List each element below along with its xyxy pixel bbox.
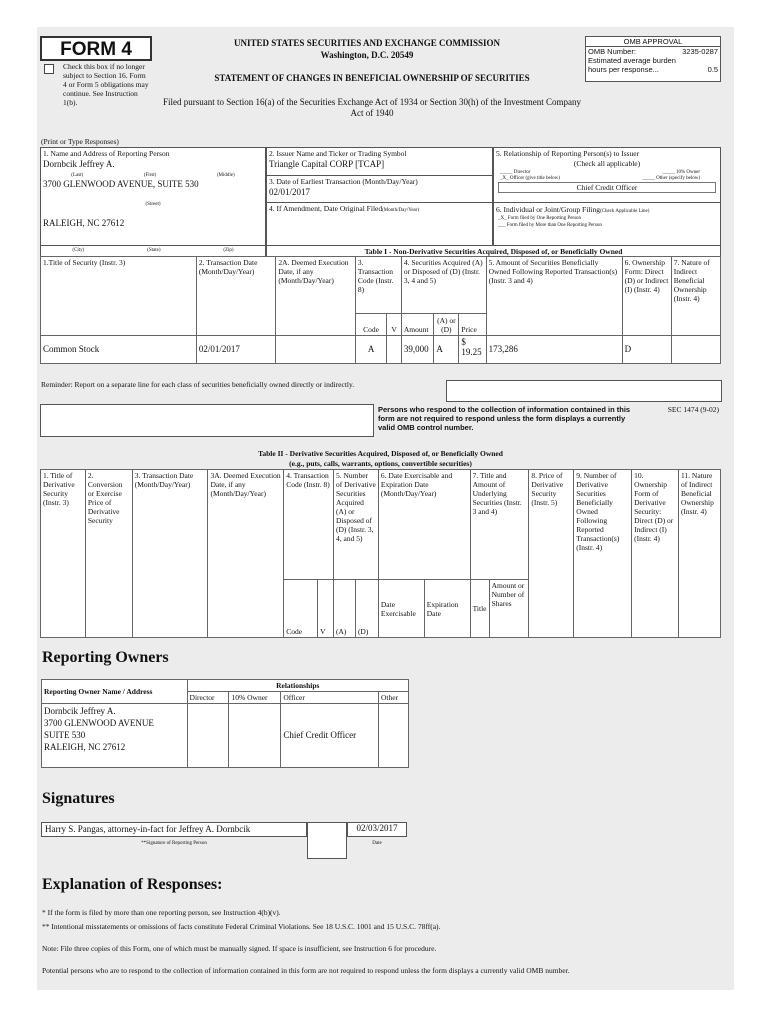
owners-table	[41, 679, 409, 768]
t1-h5: 5. Amount of Securities Beneficially Owned Following Reported Transaction(s) (Instr. 3 and 4)	[486, 257, 622, 336]
street-address: 3700 GLENWOOD AVENUE, SUITE 530	[43, 179, 199, 189]
t2-h10: 10. Ownership Form of Derivative Security: Direct (D) or Indirect (I) (Instr. 4)	[632, 470, 679, 638]
t1-row-nature	[671, 336, 720, 364]
table2-title: Table II - Derivative Securities Acquired, Disposed of, or Beneficially Owned	[258, 449, 503, 458]
check-box[interactable]	[44, 64, 54, 74]
owners-relationships: Relationships	[187, 680, 408, 692]
t2-h1: 1. Title of Derivative Security (Instr. 3)	[41, 470, 86, 638]
state-label: (State)	[147, 248, 161, 253]
owner-line1: Dornbcik Jeffrey A.	[44, 706, 116, 716]
omb-number-label: OMB Number:	[588, 47, 636, 56]
t1-h1: 1.Title of Security (Instr. 3)	[41, 257, 197, 336]
issuer-label: 2. Issuer Name and Ticker or Trading Symbol	[269, 149, 407, 158]
filing-sub: (Check Applicable Line)	[599, 209, 650, 214]
signature-date-box: 02/03/2017	[347, 822, 407, 837]
amendment-sub: (Month/Day/Year)	[382, 208, 420, 213]
explanation-heading: Explanation of Responses:	[42, 876, 223, 893]
amendment-box	[266, 202, 493, 246]
filing-more: ___ Form filed by More than One Reporting Person	[498, 223, 602, 228]
relationship-director: _____ Director	[500, 170, 531, 175]
t2-h8: 8. Price of Derivative Security (Instr. 5)	[529, 470, 574, 638]
t1-row-owned: 173,286	[486, 336, 622, 364]
t2-code: Code	[284, 580, 318, 638]
relationship-officer: _X_ Officer (give title below)	[500, 176, 560, 181]
explanation-note1: * If the form is filed by more than one reporting person, see Instruction 4(b)(v).	[42, 908, 281, 917]
t1-row-v	[387, 336, 402, 364]
t1-amount: Amount	[401, 314, 433, 336]
t2-h4: 4. Transaction Code (Instr. 8)	[284, 470, 334, 580]
city-state-zip: RALEIGH, NC 27612	[43, 218, 125, 228]
omb-burden: Estimated average burden	[588, 56, 676, 65]
t1-h6: 6. Ownership Form: Direct (D) or Indirect (I) (Instr. 4)	[622, 257, 671, 336]
t1-price-value: 19.25	[461, 347, 482, 357]
t1-security: Common Stock	[41, 336, 197, 364]
t2-h11: 11. Nature of Indirect Beneficial Ownership (Instr. 4)	[678, 470, 720, 638]
issuer-box	[266, 147, 493, 176]
name-labels	[41, 170, 265, 179]
t2-date-ex: Date Exercisable	[378, 580, 424, 638]
t1-row-code: A	[355, 336, 386, 364]
sec-number: SEC 1474 (9-02)	[667, 405, 719, 414]
owner-line3: SUITE 530	[44, 730, 86, 740]
table-row	[42, 704, 409, 768]
table1	[40, 256, 721, 364]
relationship-label: 5. Relationship of Reporting Person(s) to Issuer	[496, 149, 640, 158]
owners-other: Other	[379, 692, 409, 704]
t1-row-form: D	[622, 336, 671, 364]
t1-row-aord: A	[434, 336, 459, 364]
check-box-label: Check this box if no longer subject to Section 16. Form 4 or Form 5 obligations may continue. See Instruction 1(b).	[63, 62, 149, 107]
t2-h3a: 3A. Deemed Execution Date, if any (Month/Day/Year)	[208, 470, 284, 638]
amendment-label	[267, 203, 492, 215]
t2-h5: 5. Number of Derivative Securities Acquired (A) or Disposed of (D) (Instr. 3, 4, and 5)	[334, 470, 379, 580]
t2-title: Title	[470, 580, 489, 638]
t1-v: V	[387, 314, 402, 336]
owners-director: Director	[187, 692, 229, 704]
t2-a: (A)	[334, 580, 356, 638]
earliest-date-label: 3. Date of Earliest Transaction (Month/Day/Year)	[269, 177, 418, 186]
t2-h7: 7. Title and Amount of Underlying Securities (Instr. 3 and 4)	[470, 470, 529, 580]
t2-h2: 2. Conversion or Exercise Price of Derivative Security	[85, 470, 132, 638]
middle-label: (Middle)	[216, 173, 235, 178]
omb-hours-value: 0.5	[707, 65, 718, 74]
t1-price-sign: $	[461, 337, 466, 347]
amendment-label-text: 4. If Amendment, Date Original Filed	[269, 204, 383, 213]
explanation-note4: Potential persons who are to respond to the collection of information contained in this form are not required to respond unless the form displays a currently valid OMB number.	[42, 966, 570, 975]
reporting-owners-heading: Reporting Owners	[42, 649, 169, 666]
officer-title: Chief Credit Officer	[498, 182, 716, 193]
t1-h3: 3. Transaction Code (Instr. 8)	[355, 257, 401, 314]
t1-h7: 7. Nature of Indirect Beneficial Ownership (Instr. 4)	[671, 257, 720, 336]
t1-code: Code	[355, 314, 386, 336]
signatures-heading: Signatures	[42, 790, 115, 807]
owner-10pct-cell	[229, 704, 281, 768]
owner-line2: 3700 GLENWOOD AVENUE	[44, 718, 154, 728]
explanation-note2: ** Intentional misstatements or omissions of facts constitute Federal Criminal Violations. See 18 U.S.C. 1001 and 15 U.S.C. 78ff(a).	[42, 922, 441, 931]
table1-title: Table I - Non-Derivative Securities Acquired, Disposed of, or Beneficially Owned	[266, 245, 721, 257]
earliest-date-value: 02/01/2017	[269, 187, 311, 197]
omb-number-value: 3235-0287	[682, 47, 718, 56]
omb-approval-box	[585, 36, 721, 82]
omb-number-row	[586, 47, 720, 56]
print-type-note: (Print or Type Responses)	[41, 137, 119, 146]
filed-pursuant: Filed pursuant to Section 16(a) of the Securities Exchange Act of 1934 or Section 30(h) of the Investment Company Act of 1940	[163, 97, 581, 118]
reporting-person-label: 1. Name and Address of Reporting Person	[43, 149, 170, 158]
filing-one: _X_ Form filed by One Reporting Person	[498, 216, 582, 221]
form-title: FORM 4	[40, 36, 152, 61]
zip-label: (Zip)	[223, 248, 234, 253]
agency-title: UNITED STATES SECURITIES AND EXCHANGE COMMISSION	[234, 38, 500, 48]
signer-box: Harry S. Pangas, attorney-in-fact for Jeffrey A. Dornbcik	[41, 822, 307, 837]
relationship-sub: (Check all applicable)	[573, 159, 641, 168]
reporting-person-name: Dornbcik Jeffrey A.	[43, 159, 115, 169]
t1-aord: (A) or (D)	[434, 314, 459, 336]
signature-spacer-box	[307, 822, 347, 859]
reporting-person-box	[40, 147, 266, 246]
street-label: (Street)	[145, 202, 161, 207]
owner-other-cell	[379, 704, 409, 768]
agency-location: Washington, D.C. 20549	[320, 50, 414, 60]
table2	[40, 469, 721, 638]
filing-label	[494, 203, 720, 215]
relationship-other: _____ Other (specify below)	[642, 176, 700, 181]
t1-h4: 4. Securities Acquired (A) or Disposed of (D) (Instr. 3, 4 and 5)	[401, 257, 486, 314]
signature-label: **Signature of Reporting Person	[141, 841, 207, 846]
owners-10pct: 10% Owner	[229, 692, 281, 704]
explanation-note3: Note: File three copies of this Form, one of which must be manually signed. If space is insufficient, see Instruction 6 for procedure.	[42, 944, 437, 953]
t2-exp: Expiration Date	[424, 580, 470, 638]
t1-h2: 2. Transaction Date (Month/Day/Year)	[196, 257, 276, 336]
table2-subtitle: (e.g., puts, calls, warrants, options, convertible securities)	[289, 459, 472, 468]
issuer-value: Triangle Capital CORP [TCAP]	[269, 159, 385, 169]
reminder: Reminder: Report on a separate line for each class of securities beneficially owned directly or indirectly.	[41, 380, 355, 389]
owners-officer: Officer	[281, 692, 379, 704]
filing-label-text: 6. Individual or Joint/Group Filing	[496, 205, 600, 214]
t2-d: (D)	[355, 580, 378, 638]
t1-price: Price	[459, 314, 486, 336]
table-row	[41, 336, 721, 364]
t2-h6: 6. Date Exercisable and Expiration Date (Month/Day/Year)	[378, 470, 470, 580]
omb-hours-row	[586, 65, 720, 74]
relationship-box	[493, 147, 721, 203]
owner-address	[42, 704, 188, 768]
owner-director-cell	[187, 704, 229, 768]
omb-hours-label: hours per response...	[588, 65, 659, 74]
omb-title: OMB APPROVAL	[586, 37, 720, 47]
statement-title: STATEMENT OF CHANGES IN BENEFICIAL OWNERSHIP OF SECURITIES	[214, 73, 530, 83]
signature-date-label: Date	[372, 841, 382, 846]
t2-h3: 3. Transaction Date (Month/Day/Year)	[132, 470, 208, 638]
t1-date: 02/01/2017	[196, 336, 276, 364]
form-page	[37, 27, 734, 990]
owner-officer-cell: Chief Credit Officer	[281, 704, 379, 768]
persons-notice: Persons who respond to the collection of information contained in this form are not required to respond unless the form displays a currently valid OMB control number.	[378, 405, 631, 432]
last-label: (Last)	[71, 173, 84, 178]
t1-row-price	[459, 336, 486, 364]
t2-v: V	[318, 580, 334, 638]
relationship-owner: _____ 10% Owner	[662, 170, 700, 175]
owner-line4: RALEIGH, NC 27612	[44, 742, 126, 752]
earliest-date-box	[266, 175, 493, 203]
first-label: (First)	[143, 173, 157, 178]
relationship-row1	[494, 168, 720, 176]
t2-h9: 9. Number of Derivative Securities Beneficially Owned Following Reported Transaction(s) (Instr. 4)	[574, 470, 632, 638]
t2-amount: Amount or Number of Shares	[489, 580, 529, 638]
reminder-box-right	[446, 380, 722, 402]
t1-h2a: 2A. Deemed Execution Date, if any (Month/Day/Year)	[276, 257, 356, 336]
filing-box	[493, 202, 721, 246]
owners-col-name: Reporting Owner Name / Address	[42, 680, 188, 704]
t1-deemed	[276, 336, 356, 364]
t1-row-amount: 39,000	[401, 336, 433, 364]
reminder-box-left	[40, 404, 374, 437]
city-label: (City)	[72, 248, 85, 253]
